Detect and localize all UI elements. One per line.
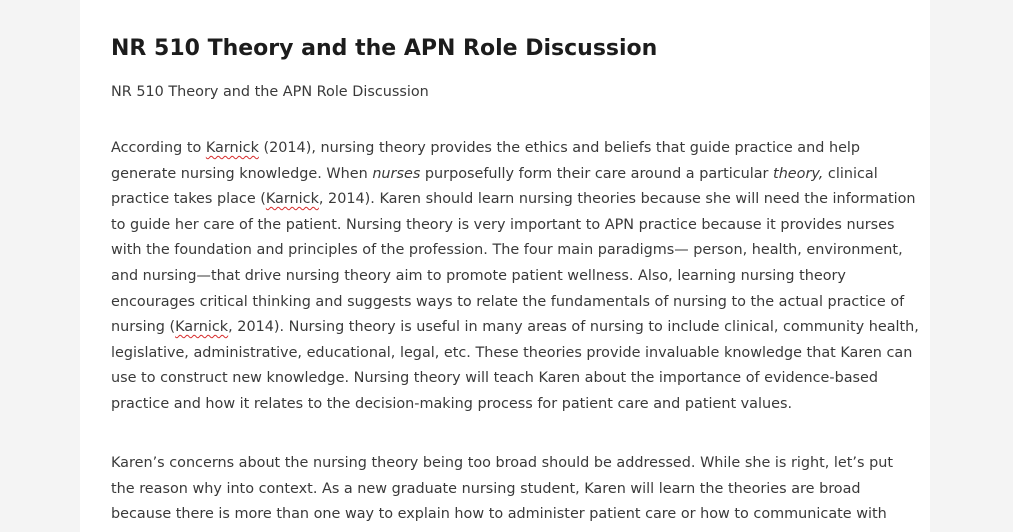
paragraph-line: and nursing—that drive nursing theory aim to promote patient wellness. Also, learning nursing theory xyxy=(111,267,846,284)
paragraph-line: encourages critical thinking and suggests ways to relate the fundamentals of nursing to the actual practice of xyxy=(111,293,905,310)
emphasis-text: theory, xyxy=(773,165,824,182)
paragraph-line: use to construct new knowledge. Nursing theory will teach Karen about the importance of evidence-based xyxy=(111,370,879,387)
paragraph-2 xyxy=(111,451,901,528)
paragraph-line: legislative, administrative, educational, legal, etc. These theories provide invaluable knowledge that Karen can xyxy=(111,344,913,361)
misspelled-word[interactable]: Karnick xyxy=(265,191,319,208)
paragraph-line: because there is more than one way to explain how to administer patient care or how to communicate with xyxy=(111,506,887,523)
emphasis-text: nurses xyxy=(372,165,421,182)
paragraph-1 xyxy=(111,136,919,418)
paragraph-line: practice takes place (Karnick, 2014). Karen should learn nursing theories because she will need the information xyxy=(111,191,916,208)
article-page xyxy=(80,0,930,532)
paragraph-line: to guide her care of the patient. Nursing theory is very important to APN practice because it provides nurses xyxy=(111,216,895,233)
paragraph-line: According to Karnick (2014), nursing theory provides the ethics and beliefs that guide practice and help xyxy=(111,140,861,156)
misspelled-word[interactable]: Karnick xyxy=(175,319,229,336)
article-title: NR 510 Theory and the APN Role Discussion xyxy=(111,36,658,61)
paragraph-line: practice and how it relates to the decision-making process for patient care and patient values. xyxy=(111,395,793,412)
paragraph-line: with the foundation and principles of the profession. The four main paradigms— person, health, environment, xyxy=(111,242,903,259)
misspelled-word[interactable]: Karnick xyxy=(205,140,259,156)
paragraph-line: nursing (Karnick, 2014). Nursing theory is useful in many areas of nursing to include clinical, community health, xyxy=(111,319,919,336)
paragraph-line: generate nursing knowledge. When nurses purposefully form their care around a particular theory, clinical xyxy=(111,165,878,182)
paragraph-line: Karen’s concerns about the nursing theory being too broad should be addressed. While she is right, let’s put xyxy=(111,455,893,471)
paragraph-line: the reason why into context. As a new graduate nursing student, Karen will learn the theories are broad xyxy=(111,480,861,497)
article-subtitle: NR 510 Theory and the APN Role Discussion xyxy=(111,84,429,100)
